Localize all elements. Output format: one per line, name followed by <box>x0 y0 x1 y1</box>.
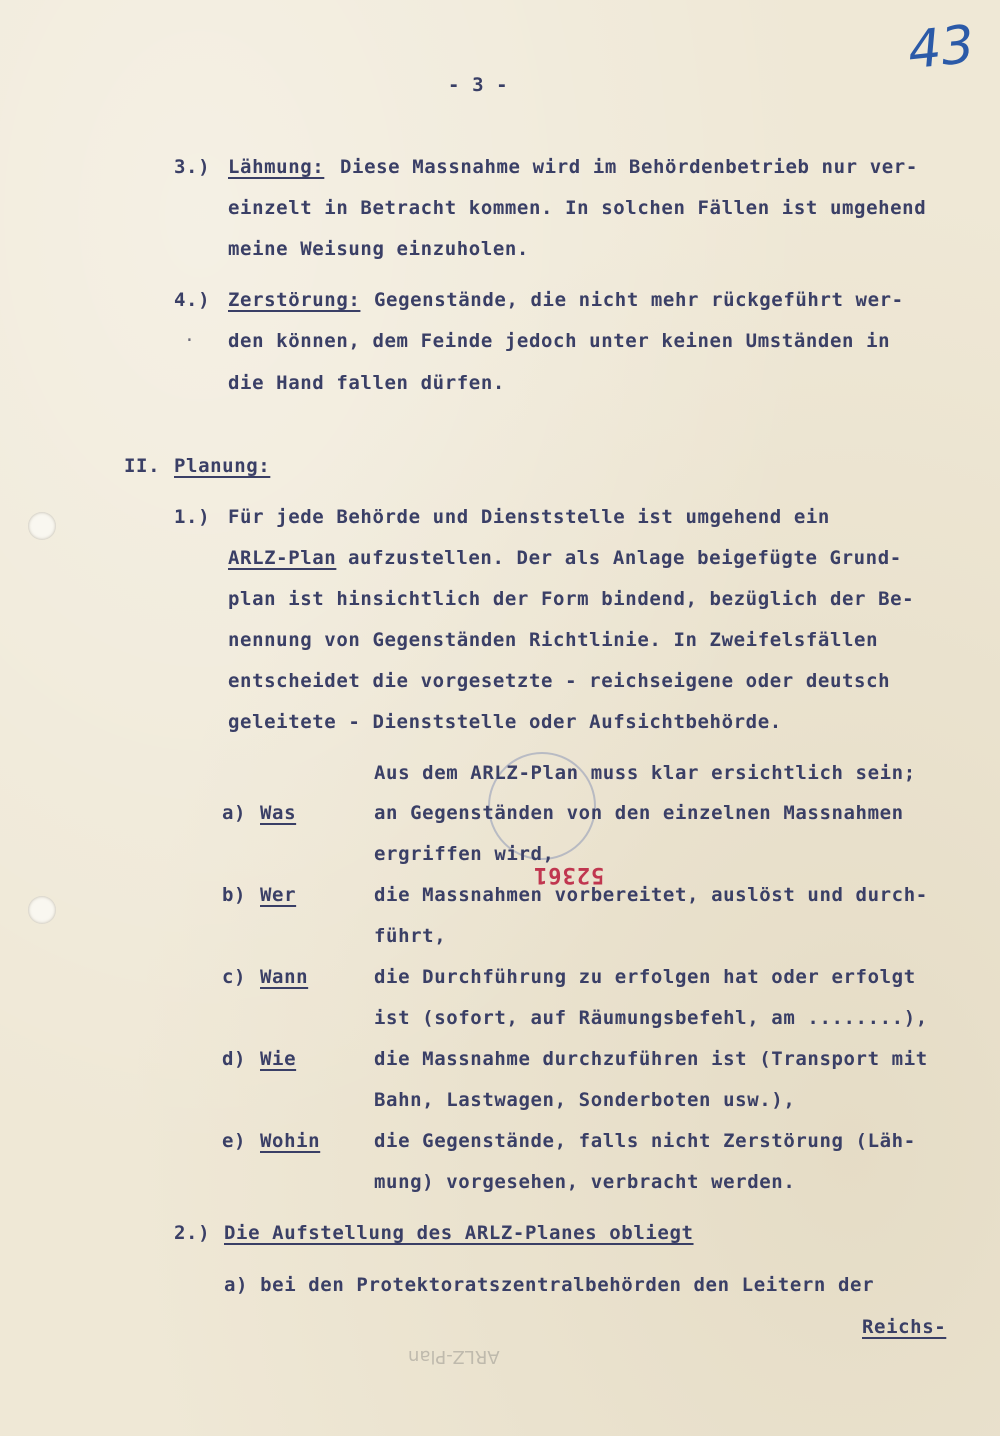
item4-heading: Zerstörung: <box>228 289 361 311</box>
criterion-b-line-2: führt, <box>374 925 447 947</box>
red-stamp-number: 52361 <box>533 862 605 887</box>
criterion-a-letter: a) <box>222 802 247 824</box>
criterion-b-letter: b) <box>222 884 247 906</box>
section-ii-numeral: II. <box>124 455 161 477</box>
criterion-c-line-2: ist (sofort, auf Räumungsbefehl, am ........), <box>374 1007 928 1029</box>
item4-line-3: die Hand fallen dürfen. <box>228 372 505 394</box>
item3-line-1: Diese Massnahme wird im Behördenbetrieb nur ver- <box>340 156 918 178</box>
item3-line-2: einzelt in Betracht kommen. In solchen Fällen ist umgehend <box>228 197 927 219</box>
page-number: - 3 - <box>448 74 509 96</box>
item3-number: 3.) <box>174 156 211 178</box>
ii-item1-line-3: plan ist hinsichtlich der Form bindend, bezüglich der Be- <box>228 588 915 610</box>
ii-item1-line-4: nennung von Gegenständen Richtlinie. In Zweifelsfällen <box>228 629 879 651</box>
criterion-e-line-1: die Gegenstände, falls nicht Zerstörung (Läh- <box>374 1130 916 1152</box>
criterion-e-term: Wohin <box>260 1130 321 1152</box>
ii-item2-heading: Die Aufstellung des ARLZ-Planes obliegt <box>224 1222 694 1244</box>
faint-pencil-note: ARLZ-Plan <box>408 1346 500 1367</box>
criterion-b-term: Wer <box>260 884 297 906</box>
criterion-d-term: Wie <box>260 1048 297 1070</box>
ii-item2-sub-a: a) bei den Protektoratszentralbehörden den Leitern der <box>224 1274 875 1296</box>
continuation-word: Reichs- <box>862 1316 947 1338</box>
punch-hole-top <box>28 512 56 540</box>
ii-item1-line-2: aufzustellen. Der als Anlage beigefügte Grund- <box>348 547 902 569</box>
item3-heading: Lähmung: <box>228 156 325 178</box>
criterion-b-line-1: die Massnahmen vorbereitet, auslöst und durch- <box>374 884 928 906</box>
ii-item1-line-5: entscheidet die vorgesetzte - reichseigene oder deutsch <box>228 670 891 692</box>
arlz-plan-term: ARLZ-Plan <box>228 547 337 569</box>
criterion-d-line-1: die Massnahme durchzuführen ist (Transport mit <box>374 1048 928 1070</box>
criterion-d-letter: d) <box>222 1048 247 1070</box>
section-ii-heading: Planung: <box>174 455 271 477</box>
criterion-c-line-1: die Durchführung zu erfolgen hat oder erfolgt <box>374 966 916 988</box>
criterion-c-letter: c) <box>222 966 247 988</box>
handwritten-folio-number: 43 <box>905 14 978 82</box>
ii-item1-number: 1.) <box>174 506 211 528</box>
criterion-a-line-2: ergriffen wird, <box>374 843 555 865</box>
ii-item1-line-1: Für jede Behörde und Dienststelle ist umgehend ein <box>228 506 830 528</box>
ink-speck: · <box>184 330 195 351</box>
criterion-e-letter: e) <box>222 1130 247 1152</box>
criterion-a-term: Was <box>260 802 297 824</box>
criterion-a-line-1: an Gegenständen von den einzelnen Massnahmen <box>374 802 904 824</box>
punch-hole-bottom <box>28 896 56 924</box>
ii-item1-line-6: geleitete - Dienststelle oder Aufsichtbehörde. <box>228 711 782 733</box>
item4-number: 4.) <box>174 289 211 311</box>
criterion-c-term: Wann <box>260 966 309 988</box>
ii-item2-number: 2.) <box>174 1222 211 1244</box>
criteria-intro: Aus dem ARLZ-Plan muss klar ersichtlich sein; <box>374 762 916 784</box>
item4-line-1: Gegenstände, die nicht mehr rückgeführt wer- <box>374 289 904 311</box>
item3-line-3: meine Weisung einzuholen. <box>228 238 529 260</box>
criterion-d-line-2: Bahn, Lastwagen, Sonderboten usw.), <box>374 1089 796 1111</box>
criterion-e-line-2: mung) vorgesehen, verbracht werden. <box>374 1171 796 1193</box>
item4-line-2: den können, dem Feinde jedoch unter keinen Umständen in <box>228 330 891 352</box>
